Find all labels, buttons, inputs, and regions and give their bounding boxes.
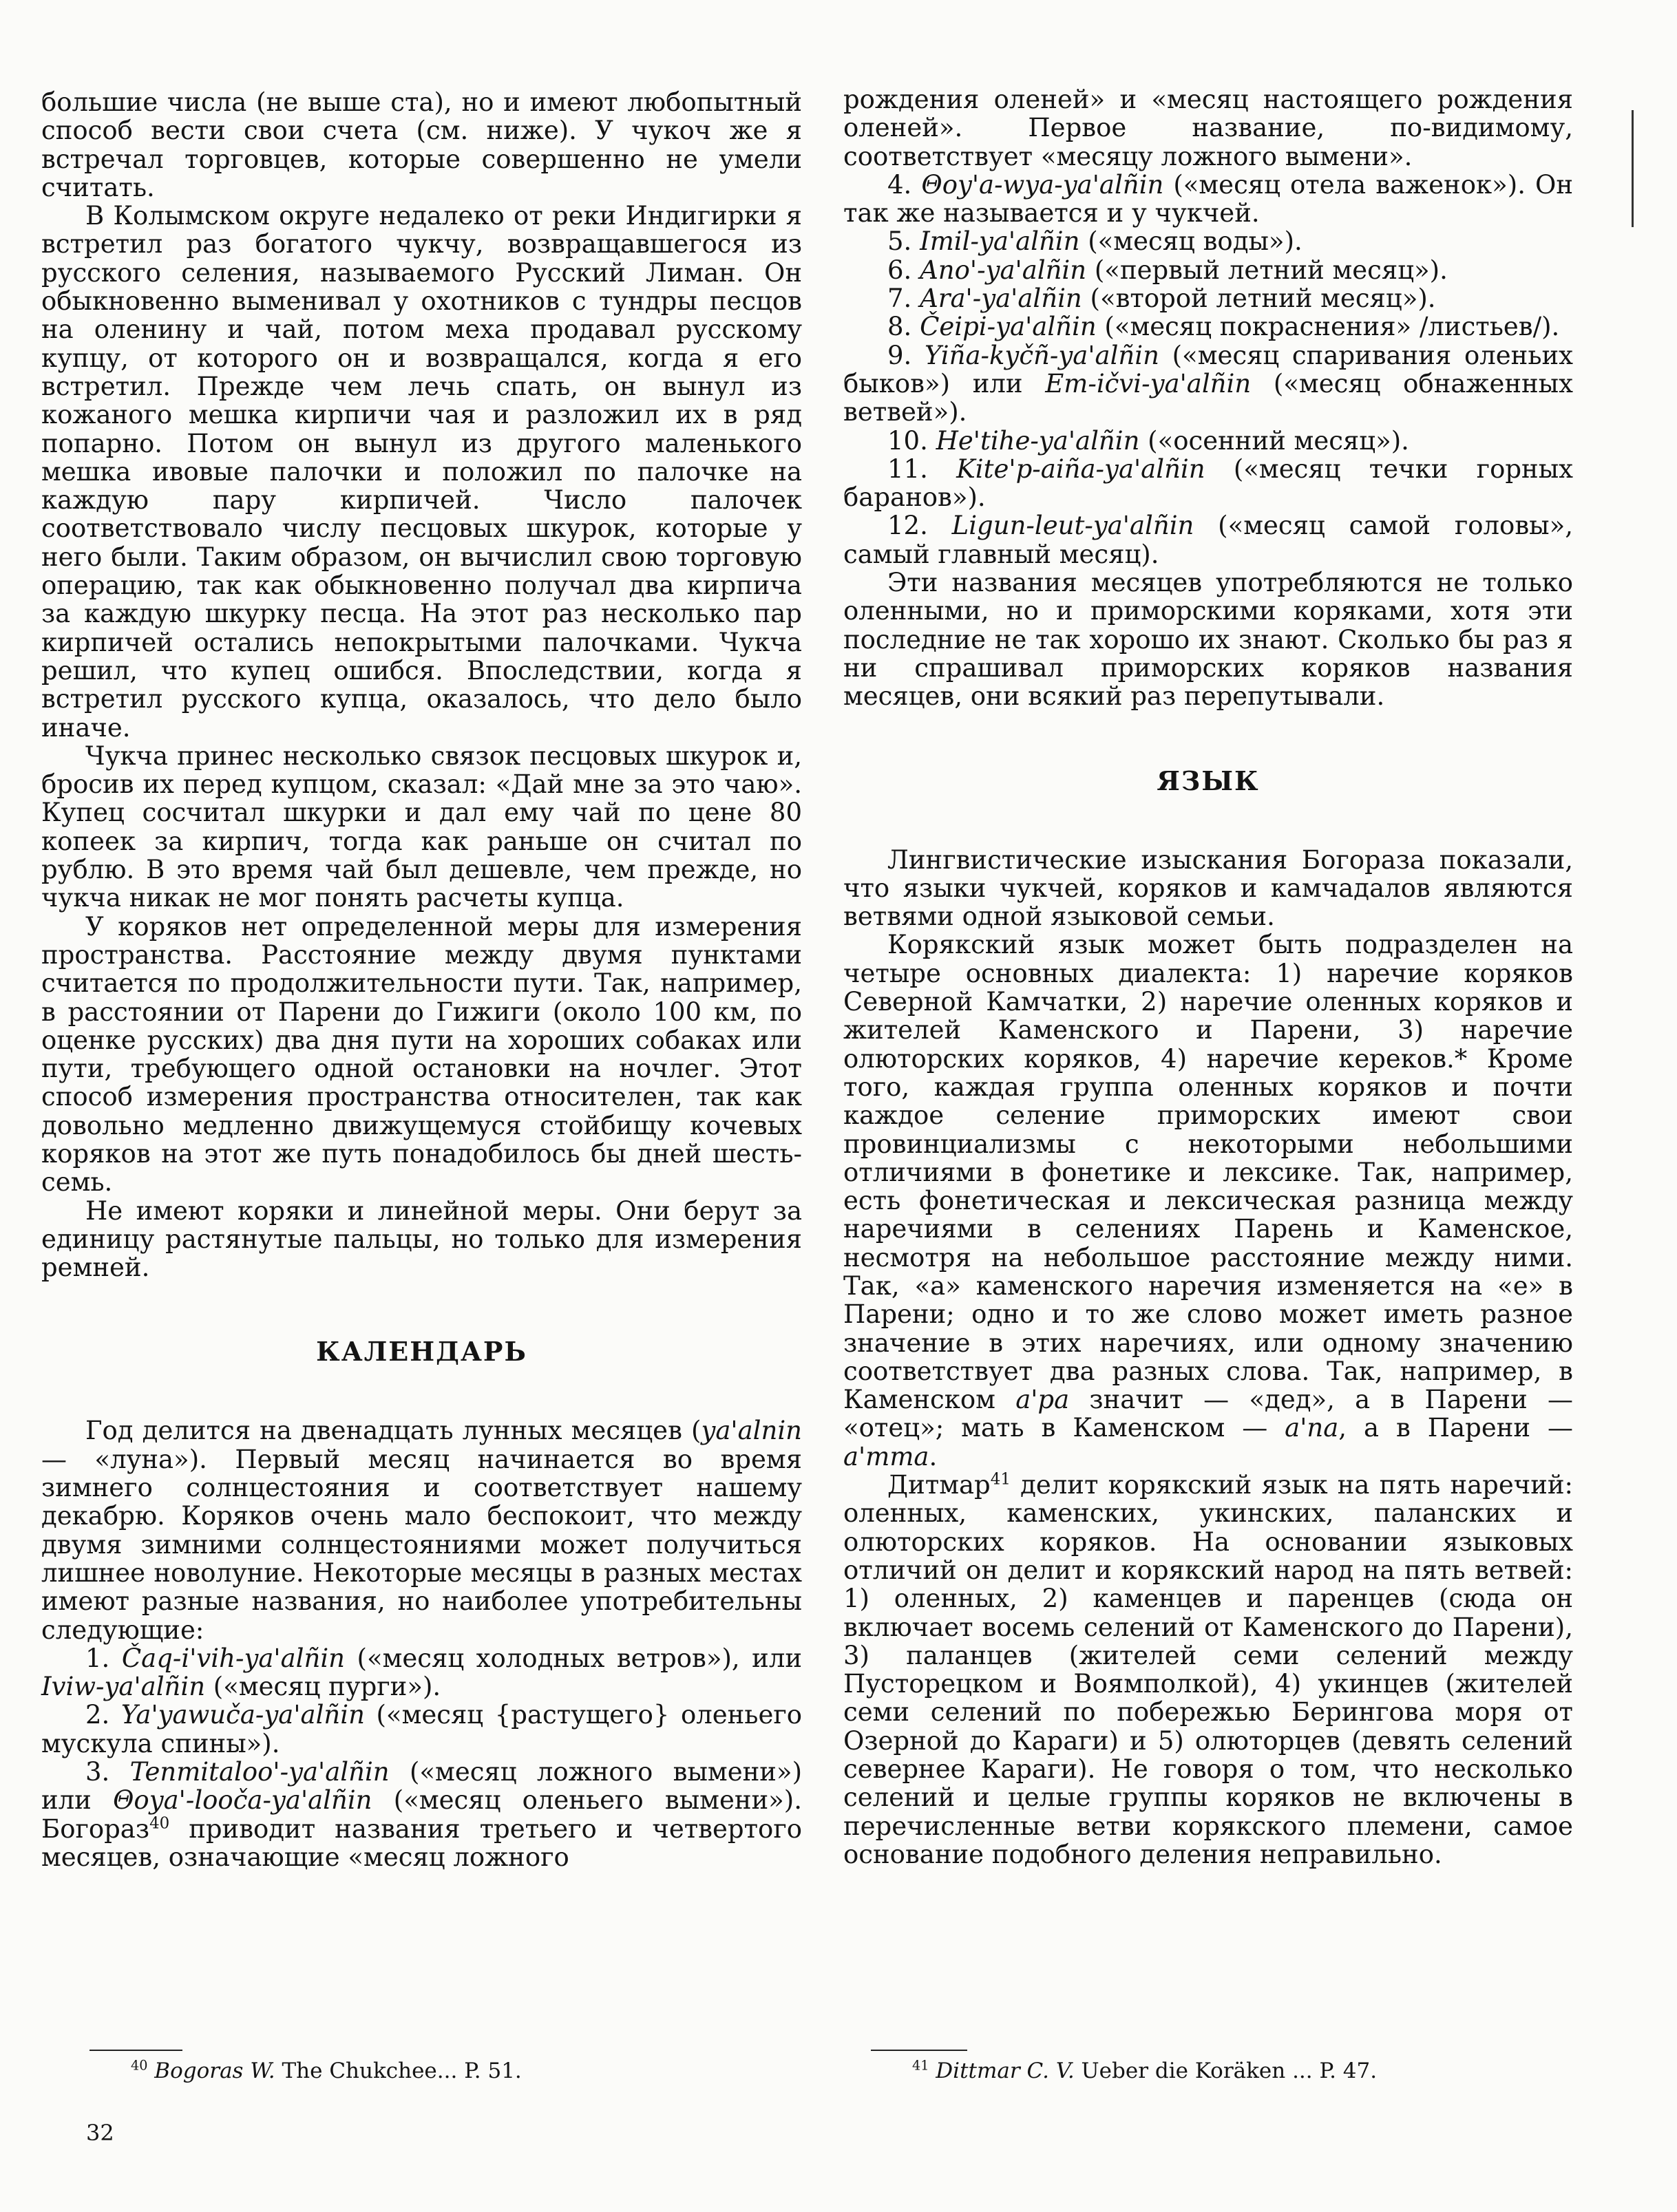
heading-calendar: КАЛЕНДАРЬ [316,1336,527,1368]
paragraph-linear-measure: Не имеют коряки и линейной меры. Они берут за единицу растянутые пальцы, но только для измерения ремней. [41,1195,802,1283]
month-7: 7. Ara'-ya'alñin («второй летний месяц»). [887,284,1436,314]
heading-language: ЯЗЫК [1157,765,1260,796]
month-8: 8. Čeipi-ya'alñin («месяц покраснения» /листьев/). [887,312,1560,342]
paragraph-tea-trade: Чукча принес несколько связок песцовых шкурок и, бросив их перед купцом, сказал: «Дай мне за это чаю». Купец сосчитал шкурки и дал ему чай по цене 80 копеек за кирпич, тогда как раньше он считал по рублю. В это время чай был дешевле, чем прежде, но чукча никак не мог понять расчеты купца. [41,741,802,913]
paragraph-distance-measure: У коряков нет определенной меры для измерения пространства. Расстояние между двумя пунктами считается по продолжительности пути. Так, например, в расстоянии от Парени до Гижиги (около 100 км, по оценке русских) два дня пути на хороших собаках или пути, требующего одной остановки на ночлег. Этот способ измерения пространства относителен, так как довольно медленно движущемуся стойбищу кочевых коряков на этот же путь понадобилось бы дней шесть-семь. [41,911,802,1198]
month-9: 9. Yiña-kyčñ-ya'alñin («месяц спаривания оленьих быков») или Em-ičvi-ya'alñin («месяц обнаженных ветвей»). [843,340,1573,427]
footnote-ref-40: 40 [149,1814,170,1833]
month-4: 4. Θoy'a-wya-ya'alñin («месяц отела важенок»). Он так же называется и у чукчей. [843,169,1573,228]
footnote-40: $^{40}$ Bogoras W. The Chukchee... P. 51. [131,2057,522,2083]
footnote-41: $^{41}$ Dittmar C. V. Ueber die Koräken ... P. 47. [912,2057,1378,2083]
footnote-rule-right [871,2050,967,2051]
paragraph-month-usage: Эти названия месяцев употребляются не только оленными, но и приморскими коряками, хотя эти последние не так хорошо их знают. Сколько бы раз я ни спрашивал приморских коряков названия месяцев, они всякий раз перепутывали. [843,568,1573,712]
footnote-ref-41: 41 [990,1470,1011,1489]
page-number: 32 [86,2120,114,2146]
left-column [41,88,802,1871]
month-3: 3. Tenmitaloo'-ya'alñin («месяц ложного вымени») или Θoya'-looča-ya'alñin («месяц оленьего вымени»). Богораз$^{40}$ приводит названия третьего и четвертого месяцев, означающие «месяц ложного [41,1757,803,1872]
paragraph-language-intro: Лингвистические изыскания Богораза показали, что языки чукчей, коряков и камчадалов являются ветвями одной языковой семьи. [843,844,1573,932]
paragraph-kolyma-story: В Колымском округе недалеко от реки Индигирки я встретил раз богатого чукчу, возвращавшегося из русского селения, называемого Русский Лиман. Он обыкновенно выменивал у охотников с тундры песцов на оленину и чай, потом меха продавал русскому купцу, от которого он и возвращался, когда я его встретил. Прежде чем лечь спать, он вынул из кожаного мешка кирпичи чая и разложил их в ряд попарно. Потом он вынул из другого маленького мешка ивовые палочки и положил по палочке на каждую пару кирпичей. Число палочек соответствовало числу песцовых шкурок, которые у него были. Таким образом, он вычислил свою торговую операцию, так как обыкновенно получал два кирпича за каждую шкурку песца. На этот раз несколько пар кирпичей остались непокрытыми палочками. Чукча решил, что купец ошибся. Впоследствии, когда я встретил русского купца, оказалось, что дело было иначе. [41,201,802,743]
paragraph-continued: большие числа (не выше ста), но и имеют любопытный способ вести свои счета (см. ниже). У чукоч же я встречал торговцев, которые совершенно не умели считать. [41,87,802,202]
paragraph-dialects: Корякский язык может быть подразделен на четыре основных диалекта: 1) наречие коряков Северной Камчатки, 2) наречие оленных коряков и жителей Каменского и Парени, 3) наречие олюторских коряков, 4) наречие кереков.* Кроме того, каждая группа оленных коряков и почти каждое селение приморских имеют свои провинциализмы с некоторыми небольшими отличиями в фонетике и лексике. Так, например, есть фонетическая и лексическая разница между наречиями в селениях Парень и Каменское, несмотря на небольшое расстояние между ними. Так, «а» каменского наречия изменяется на «е» в Парени; одно и то же слово может иметь разное значение в этих наречиях, или одному значению соответствует два разных слова. Так, например, в Каменском a'pa значит — «дед», а в Парени — «отец»; мать в Каменском — a'na, а в Парени — a'mma. [843,930,1573,1471]
paragraph-calendar-intro: Год делится на двенадцать лунных месяцев (ya'alnin — «луна»). Первый месяц начинается во время зимнего солнцестояния и соответствует нашему декабрю. Коряков очень мало беспокоит, что между двумя зимними солнцестояниями может получиться лишнее новолуние. Некоторые месяцы в разных местах имеют разные названия, но наиболее употребительны следующие: [41,1416,802,1645]
right-column [843,85,1574,1869]
month-6: 6. Ano'-ya'alñin («первый летний месяц»). [887,255,1448,285]
month-1: 1. Čaq-i'vih-ya'alñin («месяц холодных ветров»), или Iviw-ya'alñin («месяц пурги»). [41,1643,803,1702]
month-11: 11. Kite'p-aiña-ya'alñin («месяц течки горных баранов»). [843,454,1574,513]
paragraph-dittmar: Дитмар$^{41}$ делит корякский язык на пять наречий: оленных, каменских, укинских, паланских и олюторских коряков. На основании языковых отличий он делит и корякский народ на пять ветвей: 1) оленных, 2) каменцев и паренцев (сюда он включает восемь селений от Каменского до Парени), 3) паланцев (жителей семи селений между Пусторецком и Воямполкой), 4) укинцев (жителей семи селений по побережью Берингова моря от Озерной до Караги) и 5) олюторцев (девять селений севернее Караги). Не говоря о том, что несколько селений и целые группы коряков не включены в перечисленные ветви корякского племени, самое основание подобного деления неправильно. [843,1470,1573,1869]
scan-margin-mark [1632,110,1634,227]
footnote-rule-left [89,2050,182,2051]
month-12: 12. Ligun-leut-ya'alñin («месяц самой головы», самый главный месяц). [843,511,1573,569]
paragraph-month-3-cont: рождения оленей» и «месяц настоящего рождения оленей». Первое название, по-видимому, соответствует «месяцу ложного вымени». [843,85,1573,171]
month-5: 5. Imil-ya'alñin («месяц воды»). [887,226,1302,257]
month-10: 10. He'tihe-ya'alñin («осенний месяц»). [887,425,1409,456]
month-2: 2. Ya'yawuča-ya'alñin («месяц {растущего} оленьего мускула спины»). [41,1700,802,1758]
